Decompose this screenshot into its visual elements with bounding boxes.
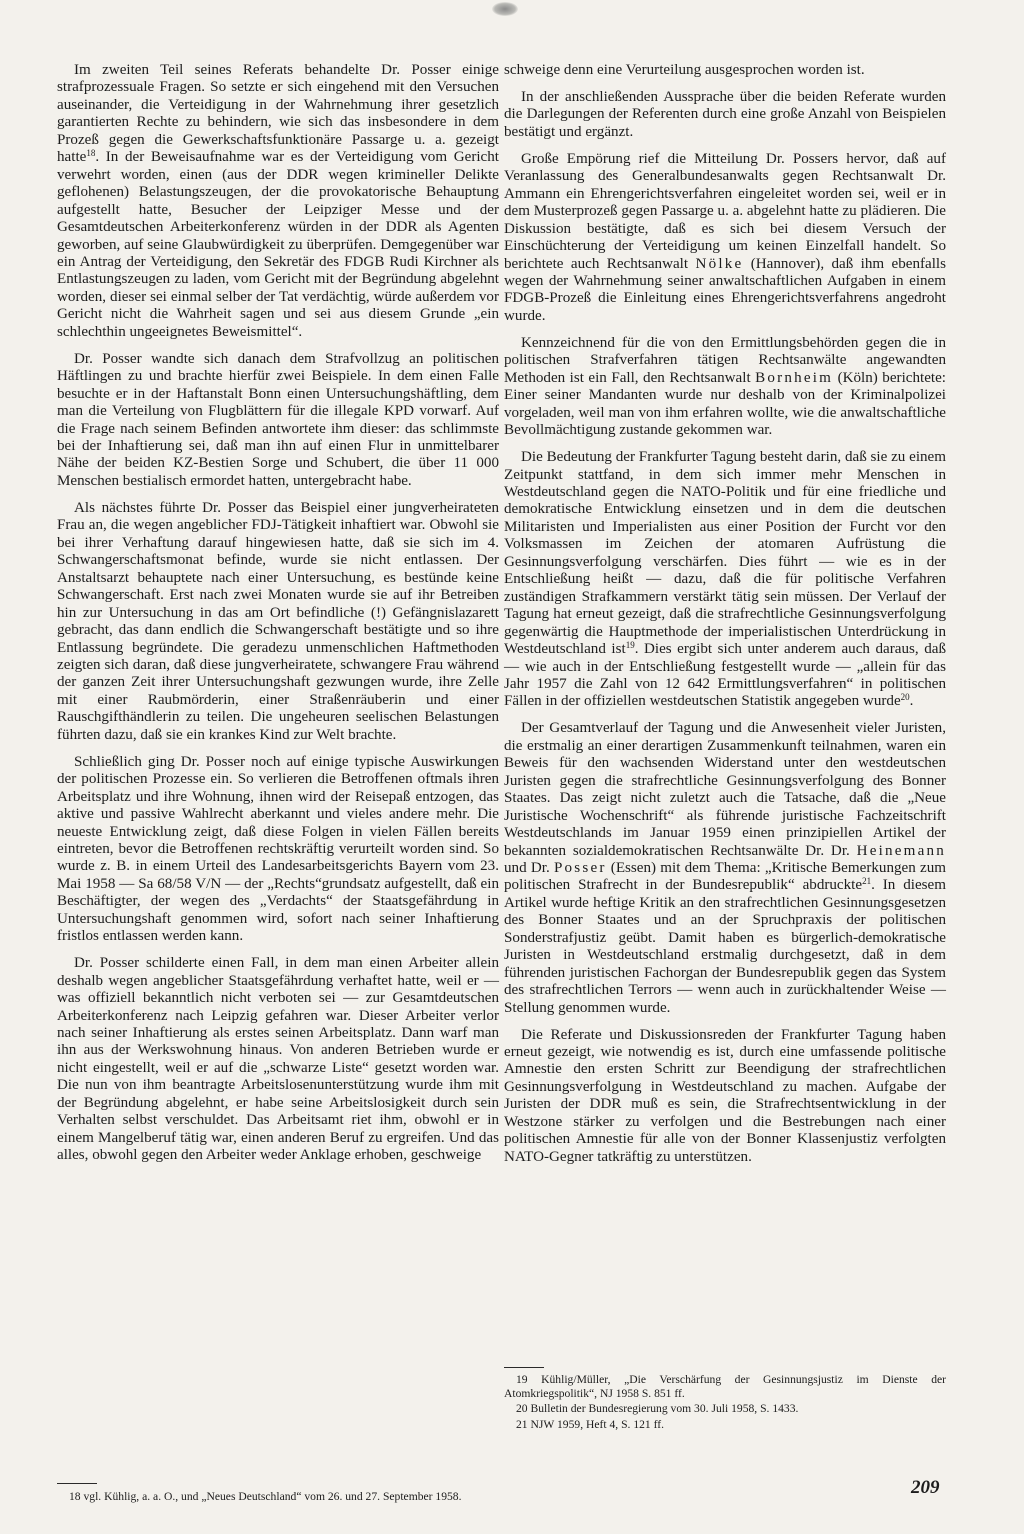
right-column [504,62,946,1176]
footnote-ref: 20 [900,692,910,703]
paragraph-continuation: schweige denn eine Verurteilung ausgesprochen worden ist. [504,62,865,78]
paragraph: Die Bedeutung der Frankfurter Tagung besteht darin, daß sie zu einem Zeitpunkt stattfand, in dem sich immer mehr Menschen in Westdeutschland gegen die NATO-Politik und für eine friedliche und demokratische Entwicklung einsetzen und in dem die deutschen Militaristen und Imperialisten aus einer Position der Furcht vor den Volksmassen im Zeichen der atomaren Aufrüstung die Gesinnungsverfolgung verschärfen. Dies führt — wie es in der Entschließung heißt — dazu, daß die für politische Verfahren zuständigen Strafkammern verstärkt tätig sein müssen. Der Verlauf der Tagung hat erneut gezeigt, daß die strafrechtliche Gesinnungsverfolgung gegenwärtig die Hauptmethode der imperialistischen Unterdrückung in Westdeutschland ist$^{19}$. Dies ergibt sich unter anderem auch daraus, daß — wie auch in der Entschließung festgestellt wurde — „allein für das Jahr 1957 die Zahl von 12 642 Ermittlungsverfahren“ in politischen Fällen in der offiziellen westdeutschen Statistik angegeben wurde$^{20}$. [504,449,946,710]
page-number: 209 [911,1477,940,1498]
footnote-ref: 21 [862,876,872,887]
paragraph: In der anschließenden Aussprache über die beiden Referate wurden die Darlegungen der Referenten durch eine große Anzahl von Beispielen bestätigt und ergänzt. [504,88,946,140]
spaced-name: Heinemann [856,842,946,859]
spaced-name: Bornheim [755,369,834,386]
paragraph: Dr. Posser schilderte einen Fall, in dem man einen Arbeiter allein deshalb wegen angeblicher Staatsgefährdung verhaftet hatte, weil er — was offiziell bekanntlich nicht verboten sei — zur Gesamtdeutschen Arbeiterkonferenz nach Leipzig gefahren war. Dieser Arbeiter verlor nach seiner Inhaftierung als erstes seinen Arbeitsplatz. Dann warf man ihn aus der Werkswohnung hinaus. Von anderen Betrieben wurde er nicht eingestellt, weil er auf die „schwarze Liste“ gesetzt worden war. Die nun von ihm beantragte Arbeitslosenunterstützung wurde ihm mit der Begründung abgelehnt, er habe seine Arbeitslosigkeit durch sein Verhalten selbst verschuldet. Das Arbeitsamt riet ihm, obwohl er in einem Mangelberuf tätig war, einen anderen Beruf zu ergreifen. Und das alles, obwohl gegen den Arbeiter weder Anklage erhoben, geschweige [57,955,499,1164]
paragraph: Der Gesamtverlauf der Tagung und die Anwesenheit vieler Juristen, die erstmalig an einer derartigen Zusammenkunft teilnahmen, waren ein Beweis für den wachsenden Widerstand unter den westdeutschen Juristen gegen die strafrechtliche Gesinnungsverfolgung des Bonner Staates. Das zeigt nicht zuletzt auch die Tatsache, daß die „Neue Juristische Wochenschrift“ als führende juristische Fachzeitschrift Westdeutschlands im Januar 1959 einen prinzipiellen Artikel der bekannten sozialdemokratischen Rechtsanwälte Dr. Dr. Heinemann und Dr. Posser (Essen) mit dem Thema: „Kritische Bemerkungen zum politischen Strafrecht in der Bundesrepublik“ abdruckte$^{21}$. In diesem Artikel wurde heftige Kritik an den strafrechtlichen Gesinnungsgesetzen des Bonner Staates und an der Spruchpraxis der politischen Sonderstrafjustiz geübt. Damit haben es bürgerlich-demokratische Juristen in Westdeutschland erstmalig durchgesetzt, daß in dem führenden juristischen Fachorgan der Bundesrepublik gegen das System des strafrechtlichen Terrors — wenn auch in zurückhaltender Weise — Stellung genommen wurde. [504,720,946,1016]
footnote-ref: 19 [625,640,635,651]
footnote-rule [57,1483,97,1484]
footnote: 19 Kühlig/Müller, „Die Verschärfung der Gesinnungsjustiz im Dienste der Atomkriegspolitik“, NJ 1958 S. 851 ff. [504,1373,946,1400]
footnote: 18 vgl. Kühlig, a. a. O., und „Neues Deutschland“ vom 26. und 27. September 1958. [69,1490,462,1503]
paragraph: Kennzeichnend für die von den Ermittlungsbehörden gegen die in politischen Strafverfahren tätigen Rechtsanwälte angewandten Methoden ist ein Fall, den Rechtsanwalt Bornheim (Köln) berichtete: Einer seiner Mandanten wurde nur deshalb von der Kriminalpolizei vorgeladen, weil man von ihm erfahren wollte, wie die anwaltschaftliche Bevollmächtigung zustande gekommen war. [504,334,946,439]
footnote: 20 Bulletin der Bundesregierung vom 30. Juli 1958, S. 1433. [516,1402,799,1416]
paragraph: Schließlich ging Dr. Posser noch auf einige typische Auswirkungen der politischen Prozesse ein. So verlieren die Betroffenen oftmals ihren Arbeitsplatz und ihre Wohnung, ihnen wird der Reisepaß entzogen, das aktive und passive Wahlrecht aberkannt und vieles andere mehr. Die neueste Entwicklung zeigt, daß diese Folgen in vielen Fällen bereits eintreten, bevor die Betroffenen rechtskräftig verurteilt worden sind. So wurde z. B. in einem Urteil des Landesarbeitsgerichts Bayern vom 23. Mai 1958 — Sa 68/58 V/N — der „Rechts“grundsatz aufgestellt, daß ein Beschäftigter, der wegen des „Verdachts“ der Staatsgefährdung in Untersuchungshaft genommen wird, sofort nach seiner Inhaftierung fristlos entlassen werden kann. [57,753,499,945]
footnote-ref: 18 [86,148,96,159]
paragraph: Im zweiten Teil seines Referats behandelte Dr. Posser einige strafprozessuale Fragen. So setzte er sich eingehend mit den Versuchen auseinander, die Verteidigung in der Wahrnehmung ihrer gesetzlich garantierten Rechte zu behindern, wie sich das insbesondere in dem Prozeß gegen die Gewerkschaftsfunktionäre Passarge u. a. gezeigt hatte$^{18}$. In der Beweisaufnahme war es der Verteidigung vom Gericht verwehrt worden, einen (aus der DDR wegen krimineller Delikte geflohenen) Belastungszeugen, der die provokatorische Behauptung aufgestellt hatte, Besucher der Leipziger Messe und der Gesamtdeutschen Arbeiterkonferenz würden in der DDR als Agenten geworben, auf seine Glaubwürdigkeit zu überprüfen. Demgegenüber war ein Antrag der Verteidigung, den Sekretär des FDGB Rudi Kirchner als Entlastungszeugen zu laden, vom Gericht mit der Begründung abgelehnt worden, dieser sei einmal selber der Tat verdächtig, würde außerdem vor Gericht nicht die Wahrheit sagen und sei aus diesem Grunde „ein schlechthin ungeeignetes Beweismittel“. [57,62,499,340]
paragraph: Die Referate und Diskussionsreden der Frankfurter Tagung haben erneut gezeigt, wie notwendig es ist, durch eine umfassende politische Amnestie den ersten Schritt zur Beendigung der strafrechtlichen Gesinnungsverfolgung in Westdeutschland zu machen. Aufgabe der Juristen der DDR muß es sein, die Strafrechtsentwicklung in der Westzone stärker zu verfolgen und die Bestrebungen nach einer politischen Amnestie für alle von der Bonner Klassenjustiz verfolgten NATO-Gegner tatkräftig zu unterstützen. [504,1026,946,1165]
scan-smudge [492,2,518,16]
footnotes-right [504,1373,946,1433]
spaced-name: Nölke [695,255,744,272]
footnote-rule [504,1367,544,1368]
footnote: 21 NJW 1959, Heft 4, S. 121 ff. [516,1417,665,1431]
spaced-name: Posser [553,859,607,876]
paragraph: Große Empörung rief die Mitteilung Dr. Possers hervor, daß auf Veranlassung des Generalbundesanwalts gegen Rechtsanwalt Dr. Ammann ein Ehrengerichtsverfahren eingeleitet worden sei, weil er in dem Musterprozeß gegen Passarge u. a. abgelehnt hatte zu plädieren. Die Diskussion bestätigte, daß es sich bei diesem Versuch der Einschüchterung der Verteidigung um keinen Einzelfall handelt. So berichtete auch Rechtsanwalt Nölke (Hannover), daß ihm ebenfalls wegen der Wahrnehmung seiner anwaltschaftlichen Aufgaben in einem FDGB-Prozeß die Einleitung eines Ehrengerichtsverfahrens angedroht wurde. [504,150,946,324]
footnotes-left [57,1490,499,1506]
left-column [57,62,499,1174]
paragraph: Als nächstes führte Dr. Posser das Beispiel einer jungverheirateten Frau an, die wegen angeblicher FDJ-Tätigkeit inhaftiert war. Obwohl sie bei ihrer Verhaftung darauf hingewiesen hatte, daß sie sich im 4. Schwangerschaftsmonat befinde, wurde sie nicht entlassen. Der Anstaltsarzt behauptete nach einer Untersuchung, es bestünde keine Schwangerschaft. Erst nach zwei Monaten wurde sie auf ihr Betreiben hin zur Untersuchung in das am Ort befindliche (!) Gefängnislazarett gebracht, das dann endlich die Schwangerschaft bestätigte und so ihre Entlassung begründete. Die geradezu unmenschlichen Haftmethoden zeigten sich daran, daß diese jungverheiratete, schwangere Frau während der ganzen Zeit ihrer Untersuchungshaft gezwungen wurde, ihre Zelle mit einer Raubmörderin, einer Straßenräuberin und einer Rauschgifthändlerin zu teilen. Die ungeheuren seelischen Belastungen führten dazu, daß sie ein krankes Kind zur Welt brachte. [57,499,499,743]
paragraph: Dr. Posser wandte sich danach dem Strafvollzug an politischen Häftlingen zu und brachte hierfür zwei Beispiele. In dem einen Falle besuchte er in der Haftanstalt Bonn einen Untersuchungshäftling, dem man die Verteilung von Flugblättern für die illegale KPD vorwarf. Auf die Frage nach seinem Befinden antwortete ihm dieser: das schlimmste bei der Inhaftierung sei, daß man ihn auf einen Flur in unmittelbarer Nähe der beiden KZ-Bestien Sorge und Schubert, die über 11 000 Menschen bestialisch ermordet hatten, untergebracht habe. [57,350,499,489]
